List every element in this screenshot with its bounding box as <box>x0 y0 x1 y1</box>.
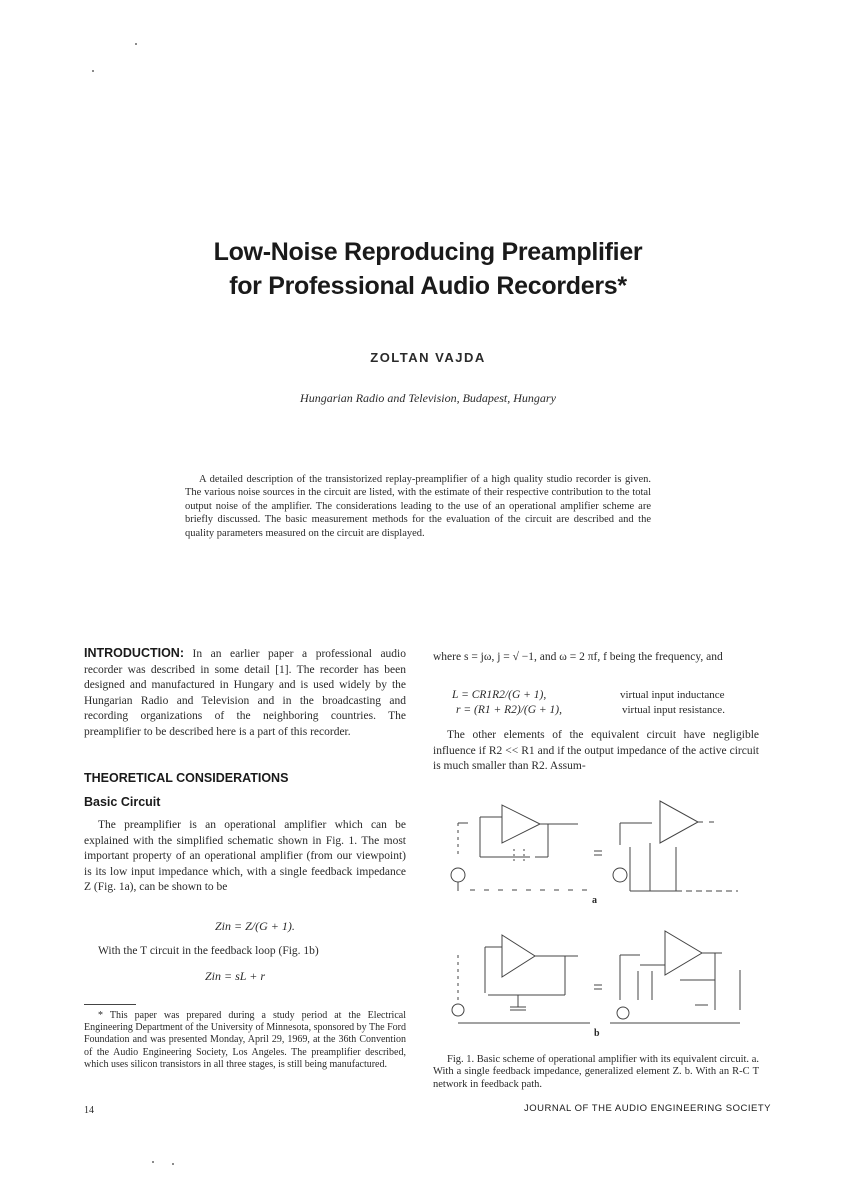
subsection-heading: Basic Circuit <box>84 795 161 809</box>
section-heading: THEORETICAL CONSIDERATIONS <box>84 771 289 785</box>
figure-caption: Fig. 1. Basic scheme of operational amplifier with its equivalent circuit. a. With a single feedback impedance, generalized element Z. b. With an R-C T network in feedback path. <box>433 1054 759 1090</box>
opamp-triangle <box>502 805 540 843</box>
t-circuit-text: With the T circuit in the feedback loop (Fig. 1b) <box>98 945 319 957</box>
right-paragraph: The other elements of the equivalent circuit have negligible influence if R2 << R1 and if the output impedance of the active circuit is much smaller than R2. Assum- <box>433 729 759 773</box>
figure-1-schematic <box>440 795 760 1040</box>
abstract: A detailed description of the transistorized replay-preamplifier of a high quality studio recorder is given. The various noise sources in the circuit are listed, with the estimate of their respective contribution to the total output noise of the amplifier. The considerations leading to the use of an operational amplifier scheme are briefly discussed. The basic measurement methods for the evaluation of the circuit are described and the quality parameters measured on the circuit are displayed. <box>185 474 651 539</box>
journal-name: JOURNAL OF THE AUDIO ENGINEERING SOCIETY <box>524 1103 771 1114</box>
speck <box>152 1161 154 1163</box>
equation-zin-1: Zin = Z/(G + 1). <box>215 919 295 933</box>
paper-title-line1: Low-Noise Reproducing Preamplifier <box>213 238 643 266</box>
equation-r: r = (R1 + R2)/(G + 1), <box>456 704 562 716</box>
intro-text: In an earlier paper a professional audio recorder was described in some detail [1]. The recorder has been designed and manufactured in Hungary and is used widely by the Hungarian Radio and Television and in the broadcasting and recording organizations of the neighboring countries. The preamplifier to be described here is a part of this recorder. <box>84 648 406 738</box>
author-name: ZOLTAN VAJDA <box>370 350 486 365</box>
page-number: 14 <box>84 1105 94 1116</box>
intro-paragraph <box>84 646 406 741</box>
affiliation: Hungarian Radio and Television, Budapest, Hungary <box>300 391 556 405</box>
figure-label-b: b <box>594 1028 600 1039</box>
basic-circuit-text: The preamplifier is an operational amplifier which can be explained with the simplified schematic shown in Fig. 1. The most important property of an operational amplifier (from our viewpoint) is its low input impedance which, with a single feedback impedance Z (Fig. 1a), can be shown to be <box>84 819 406 894</box>
speck <box>172 1163 174 1165</box>
figure-label-a: a <box>592 895 597 906</box>
right-where-text: where s = jω, j = √ −1, and ω = 2 πf, f being the frequency, and <box>433 651 723 663</box>
equation-r-label: virtual input resistance. <box>622 704 725 716</box>
intro-heading: INTRODUCTION: <box>84 646 184 660</box>
equation-zin-2: Zin = sL + r <box>205 969 265 983</box>
equation-L-label: virtual input inductance <box>620 689 725 701</box>
speck <box>135 43 137 45</box>
equation-L: L = CR1R2/(G + 1), <box>452 689 547 701</box>
footnote: * This paper was prepared during a study period at the Electrical Engineering Department of the University of Minnesota, sponsored by The Ford Foundation and was presented Monday, April 29, 1969, at the 36th Convention of the Audio Engineering Society, Los Angeles. The preamplifier described, which uses silicon transistors in all three stages, is still being manufactured. <box>84 1010 406 1070</box>
speck <box>92 70 94 72</box>
paper-title-line2: for Professional Audio Recorders* <box>229 272 627 300</box>
footnote-rule <box>84 1004 136 1005</box>
